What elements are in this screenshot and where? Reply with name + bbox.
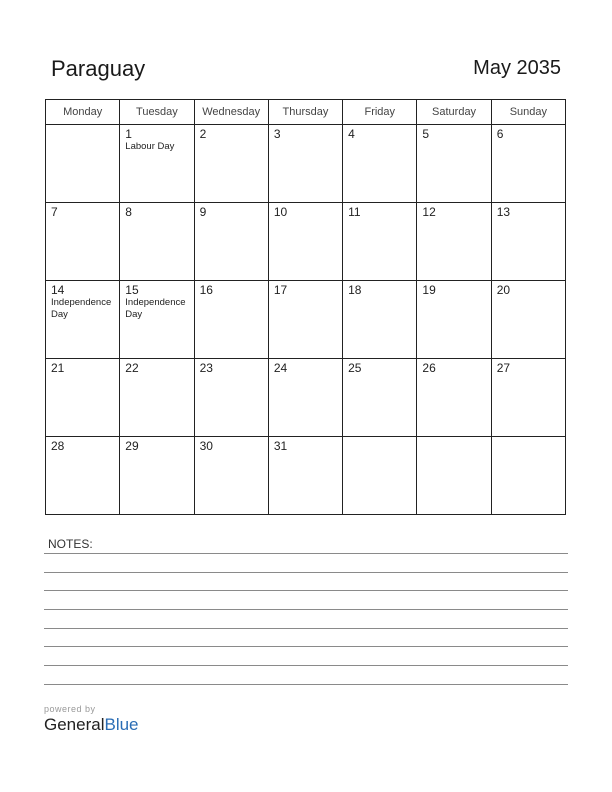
brand-blue: Blue xyxy=(104,715,139,734)
note-line xyxy=(44,665,568,666)
brand-general: General xyxy=(44,715,105,734)
day-cell xyxy=(491,437,565,515)
day-number xyxy=(46,125,119,127)
day-number xyxy=(343,437,416,439)
day-number xyxy=(492,437,565,439)
day-number: 22 xyxy=(125,361,139,375)
brand-name xyxy=(44,715,139,735)
day-number: 4 xyxy=(348,127,355,141)
day-number: 1 xyxy=(125,127,132,141)
day-cell xyxy=(343,125,417,203)
day-cell xyxy=(46,359,120,437)
day-number: 21 xyxy=(51,361,65,375)
calendar-grid xyxy=(45,99,566,515)
day-number: 31 xyxy=(273,439,288,453)
day-cell xyxy=(343,437,417,515)
day-number xyxy=(417,437,490,439)
day-cell xyxy=(120,125,194,203)
day-cell xyxy=(417,281,491,359)
day-number: 5 xyxy=(422,127,430,141)
holiday-label: Independence Day xyxy=(125,297,186,320)
day-cell xyxy=(46,203,120,281)
weekday-saturday: Saturday xyxy=(417,100,491,125)
day-number: 15 xyxy=(125,283,139,297)
day-cell xyxy=(417,359,491,437)
week-row-1 xyxy=(46,125,566,203)
weekday-sunday: Sunday xyxy=(491,100,565,125)
day-cell xyxy=(268,359,342,437)
day-number: 23 xyxy=(199,361,213,375)
day-cell xyxy=(343,359,417,437)
weekday-tuesday: Tuesday xyxy=(120,100,194,125)
day-cell xyxy=(268,125,342,203)
day-cell xyxy=(491,125,565,203)
weekday-header-row xyxy=(46,100,566,125)
day-cell xyxy=(194,281,268,359)
day-cell xyxy=(268,437,342,515)
weekday-monday: Monday xyxy=(46,100,120,125)
day-number: 30 xyxy=(199,439,213,453)
note-line xyxy=(44,628,568,629)
day-cell xyxy=(46,281,120,359)
country-title: Paraguay xyxy=(51,56,146,81)
note-line xyxy=(44,646,568,647)
week-row-5 xyxy=(46,437,566,515)
holiday-label: Independence Day xyxy=(51,297,112,320)
note-line xyxy=(44,572,568,573)
weekday-friday: Friday xyxy=(343,100,417,125)
powered-by-text: powered by xyxy=(44,704,96,714)
day-number: 2 xyxy=(199,127,207,141)
generalblue-logo xyxy=(44,704,139,735)
weekday-thursday: Thursday xyxy=(268,100,342,125)
holiday-label: Labour Day xyxy=(125,141,175,152)
day-number: 20 xyxy=(496,283,511,297)
month-title: May 2035 xyxy=(473,57,561,79)
day-cell xyxy=(194,359,268,437)
day-number: 25 xyxy=(348,361,362,375)
week-row-3 xyxy=(46,281,566,359)
day-cell xyxy=(417,203,491,281)
notes-label: NOTES: xyxy=(48,537,93,551)
day-number: 26 xyxy=(422,361,436,375)
day-cell xyxy=(120,203,194,281)
day-number: 10 xyxy=(273,205,288,219)
day-number: 12 xyxy=(422,205,436,219)
day-cell xyxy=(491,359,565,437)
week-row-2 xyxy=(46,203,566,281)
note-line xyxy=(44,553,568,554)
day-number: 24 xyxy=(273,361,288,375)
day-number: 27 xyxy=(496,361,511,375)
day-cell xyxy=(343,203,417,281)
day-number: 9 xyxy=(199,205,207,219)
day-number: 8 xyxy=(125,205,132,219)
note-line xyxy=(44,590,568,591)
day-number: 28 xyxy=(51,439,65,453)
day-cell xyxy=(120,437,194,515)
day-cell xyxy=(46,437,120,515)
day-cell xyxy=(46,125,120,203)
day-number: 29 xyxy=(125,439,139,453)
day-cell xyxy=(268,281,342,359)
day-number: 13 xyxy=(496,205,511,219)
day-cell xyxy=(268,203,342,281)
day-number: 6 xyxy=(496,127,504,141)
day-cell xyxy=(120,359,194,437)
note-line xyxy=(44,609,568,610)
day-cell xyxy=(491,281,565,359)
week-row-4 xyxy=(46,359,566,437)
note-line xyxy=(44,684,568,685)
day-cell xyxy=(417,437,491,515)
day-number: 19 xyxy=(422,283,436,297)
day-cell xyxy=(120,281,194,359)
day-number: 7 xyxy=(51,205,58,219)
day-cell xyxy=(194,203,268,281)
day-number: 16 xyxy=(199,283,213,297)
day-cell xyxy=(194,437,268,515)
day-number: 3 xyxy=(273,127,281,141)
day-cell xyxy=(343,281,417,359)
day-cell xyxy=(417,125,491,203)
day-cell xyxy=(194,125,268,203)
day-number: 11 xyxy=(348,205,361,219)
weekday-wednesday: Wednesday xyxy=(194,100,268,125)
day-number: 18 xyxy=(348,283,362,297)
day-number: 14 xyxy=(51,283,65,297)
day-cell xyxy=(491,203,565,281)
day-number: 17 xyxy=(273,283,288,297)
